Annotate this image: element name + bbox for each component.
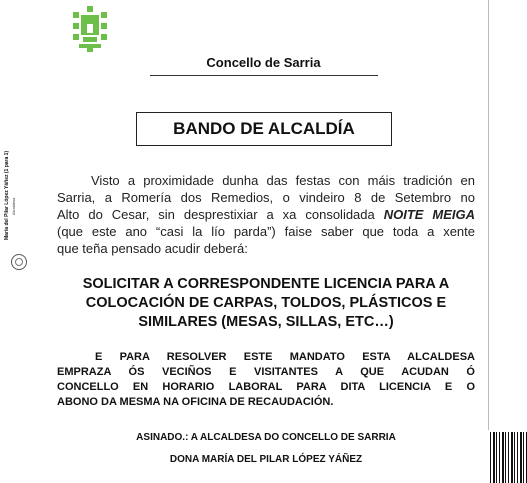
- document-title-box: [136, 112, 392, 146]
- document-title: BANDO DE ALCALDÍA: [173, 119, 355, 138]
- body-line-5: que teña pensado acudir deberá:: [57, 241, 248, 256]
- request-line-1: SOLICITAR A CORRESPONDENTE LICENCIA PARA A: [82, 276, 450, 292]
- body-line-2: Sarria, a Romería dos Remedios, o vindeiro 8 de Setembro no: [57, 190, 475, 205]
- concello-logo: [70, 6, 110, 52]
- mandate-line-4: ABONO DA MESMA NA OFICINA DE RECAUDACIÓN.: [57, 396, 334, 408]
- barcode-icon: [490, 432, 527, 483]
- mandate-paragraph: [57, 350, 475, 410]
- margin-signature: [0, 120, 34, 260]
- body-line-3: [57, 206, 475, 223]
- mandate-line-3: CONCELLO EN HORARIO LABORAL PARA DITA LICENCIA E O: [57, 381, 475, 393]
- header-divider: [150, 75, 378, 76]
- signature-line-1: ASINADO.: A ALCALDESA DO CONCELLO DE SARRIA: [136, 432, 396, 443]
- issuer-name: Concello de Sarria: [206, 55, 321, 70]
- body-paragraph: [57, 172, 475, 257]
- body-line-3-text: Alto do Cesar, sin desprestixiar a xa consolidada: [57, 207, 384, 222]
- body-line-1: Visto a proximidade dunha das festas con máis tradición en: [91, 173, 475, 188]
- request-line-2: COLOCACIÓN DE CARPAS, TOLDOS, PLÁSTICOS E: [85, 295, 447, 311]
- margin-signer: María del Pilar López Yáñez (1 para 1): [4, 150, 10, 240]
- request-line-3: SIMILARES (MESAS, SILLAS, ETC…): [138, 314, 394, 330]
- margin-role: Alcaldesa: [11, 197, 16, 215]
- signature-line-2: DONA MARÍA DEL PILAR LÓPEZ YÁÑEZ: [169, 454, 363, 465]
- body-line-4: (que este ano “casi la lío parda”) faise saber que toda a xente: [57, 224, 475, 239]
- issuer-heading: [0, 55, 527, 72]
- noite-meiga-emphasis: NOITE MEIGA: [383, 207, 475, 222]
- page-edge-line: [488, 0, 489, 430]
- mandate-line-2: EMPRAZA ÓS VECIÑOS E VISITANTES A QUE ACUDAN Ó: [57, 366, 475, 378]
- seal-icon: [11, 254, 27, 270]
- license-request: [57, 275, 475, 332]
- mandate-line-1: E PARA RESOLVER ESTE MANDATO ESTA ALCALDESA: [95, 351, 475, 363]
